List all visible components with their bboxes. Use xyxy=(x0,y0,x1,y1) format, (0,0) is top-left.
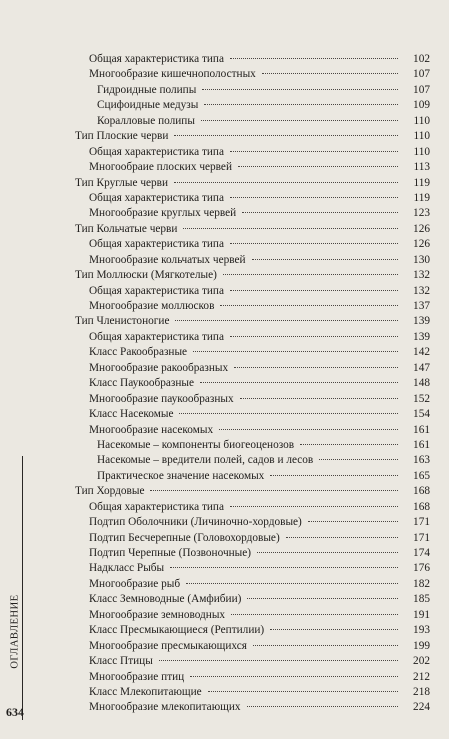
toc-entry-title: Многообразие моллюсков xyxy=(89,300,215,312)
toc-entry-page: 212 xyxy=(413,670,430,683)
toc-entry-title: Подтип Оболочники (Личиночно-хордовые) xyxy=(89,516,302,529)
toc-entry-page: 191 xyxy=(413,608,430,621)
toc-entry-page: 110 xyxy=(413,145,430,158)
toc-entry-title: Общая характеристика типа xyxy=(89,191,224,204)
toc-entry-title: Многообраие плоских червей xyxy=(89,161,232,174)
toc-entry-title: Многообразие рыб xyxy=(89,577,181,590)
toc-entry xyxy=(75,654,430,669)
dot-leader xyxy=(193,351,398,352)
dot-leader xyxy=(230,151,398,152)
toc-entry-page: 126 xyxy=(413,222,430,235)
dot-leader xyxy=(179,413,398,414)
toc-entry xyxy=(75,407,430,422)
dot-leader xyxy=(270,475,398,476)
toc-entry-page: 139 xyxy=(413,315,430,328)
toc-entry-page: 193 xyxy=(413,624,430,637)
toc-entry-page: 113 xyxy=(413,161,430,174)
toc-entry xyxy=(75,160,430,175)
toc-entry-page: 152 xyxy=(413,392,430,405)
toc-entry xyxy=(75,453,430,468)
toc-entry-title: Тип Хордовые xyxy=(75,485,145,498)
toc-entry xyxy=(75,52,430,67)
toc-entry-title: Многообразие земноводных xyxy=(89,608,226,621)
toc-entry-page: 176 xyxy=(413,562,430,575)
dot-leader xyxy=(319,459,398,460)
toc-entry xyxy=(75,608,430,623)
toc-entry xyxy=(75,623,430,638)
dot-leader xyxy=(204,104,398,105)
toc-entry xyxy=(75,268,430,283)
dot-leader xyxy=(183,228,398,229)
dot-leader xyxy=(201,120,398,121)
toc-entry xyxy=(75,330,430,345)
toc-entry-title: Класс Ракообразные xyxy=(89,346,188,359)
toc-entry-page: 126 xyxy=(413,238,430,251)
toc-entry-page: 137 xyxy=(413,300,430,312)
toc-entry-title: Многообразие круглых червей xyxy=(89,207,237,220)
toc-entry-title: Класс Птицы xyxy=(89,655,153,668)
toc-entry-title: Тип Круглые черви xyxy=(75,176,169,189)
toc-entry-page: 171 xyxy=(413,516,430,529)
dot-leader xyxy=(186,583,398,584)
toc-entry-title: Многообразие ракообразных xyxy=(89,361,229,374)
toc-entry-page: 119 xyxy=(413,191,430,204)
toc-entry-page: 107 xyxy=(413,68,430,81)
dot-leader xyxy=(170,567,398,568)
dot-leader xyxy=(234,367,398,368)
toc-entry-title: Общая характеристика типа xyxy=(89,53,224,65)
toc-entry-page: 132 xyxy=(413,284,430,297)
toc-entry xyxy=(75,577,430,592)
toc-entry-title: Многообразие насекомых xyxy=(89,423,214,436)
toc-entry-title: Насекомые – компоненты биогеоценозов xyxy=(97,438,295,451)
dot-leader xyxy=(238,166,398,167)
dot-leader xyxy=(230,506,398,507)
toc-entry-page: 161 xyxy=(413,423,430,436)
toc-entry xyxy=(75,376,430,391)
dot-leader xyxy=(150,490,398,491)
toc-entry-title: Класс Пресмыкающиеся (Рептилии) xyxy=(89,624,265,637)
toc-entry xyxy=(75,253,430,268)
toc-entry xyxy=(75,423,430,438)
dot-leader xyxy=(247,598,398,599)
toc-entry xyxy=(75,206,430,221)
toc-entry-page: 109 xyxy=(413,99,430,112)
toc-entry-page: 110 xyxy=(413,130,430,143)
toc-entry-page: 174 xyxy=(413,547,430,559)
toc-entry-title: Класс Земноводные (Амфибии) xyxy=(89,593,242,606)
table-of-contents xyxy=(75,52,430,716)
toc-entry-page: 185 xyxy=(413,593,430,606)
toc-entry-page: 168 xyxy=(413,485,430,498)
toc-entry xyxy=(75,515,430,530)
toc-entry-title: Гидроидные полипы xyxy=(97,83,197,96)
dot-leader xyxy=(240,398,398,399)
dot-leader xyxy=(286,537,398,538)
toc-entry xyxy=(75,546,430,561)
toc-entry-title: Коралловые полипы xyxy=(97,114,195,127)
dot-leader xyxy=(247,706,398,707)
toc-entry xyxy=(75,145,430,160)
dot-leader xyxy=(308,521,398,522)
toc-entry-page: 139 xyxy=(413,330,430,343)
toc-entry-page: 119 xyxy=(413,176,430,189)
toc-entry-title: Тип Членистоногие xyxy=(75,315,170,328)
toc-entry-title: Многообразие кольчатых червей xyxy=(89,253,246,266)
toc-entry-title: Многообразие млекопитающих xyxy=(89,701,241,714)
toc-entry-title: Насекомые – вредители полей, садов и лесов xyxy=(97,454,314,467)
toc-entry-page: 148 xyxy=(413,377,430,390)
toc-entry-title: Практическое значение насекомых xyxy=(97,469,265,482)
toc-entry xyxy=(75,392,430,407)
dot-leader xyxy=(242,212,398,213)
toc-entry-page: 165 xyxy=(413,469,430,482)
toc-entry-title: Подтип Черепные (Позвоночные) xyxy=(89,547,252,559)
toc-entry-page: 224 xyxy=(413,701,430,714)
toc-entry-title: Класс Паукообразные xyxy=(89,377,195,390)
toc-entry-page: 218 xyxy=(413,685,430,698)
toc-entry-title: Класс Млекопитающие xyxy=(89,685,202,698)
toc-entry-page: 182 xyxy=(413,577,430,590)
dot-leader xyxy=(219,429,398,430)
running-head xyxy=(7,584,21,684)
toc-entry xyxy=(75,531,430,546)
toc-entry-page: 123 xyxy=(413,207,430,220)
toc-entry-page: 132 xyxy=(413,269,430,282)
toc-entry-title: Многообразие кишечнополостных xyxy=(89,68,256,81)
toc-entry xyxy=(75,484,430,499)
toc-entry xyxy=(75,191,430,206)
toc-entry xyxy=(75,592,430,607)
toc-entry-title: Общая характеристика типа xyxy=(89,500,224,513)
dot-leader xyxy=(253,645,398,646)
toc-entry xyxy=(75,129,430,144)
dot-leader xyxy=(175,320,398,321)
dot-leader xyxy=(230,58,398,59)
dot-leader xyxy=(270,629,398,630)
toc-entry-page: 168 xyxy=(413,500,430,513)
toc-entry-page: 154 xyxy=(413,408,430,421)
toc-entry-title: Тип Моллюски (Мягкотелые) xyxy=(75,269,217,282)
toc-entry xyxy=(75,361,430,376)
toc-entry xyxy=(75,83,430,98)
dot-leader xyxy=(159,660,398,661)
toc-entry xyxy=(75,670,430,685)
toc-entry-page: 171 xyxy=(413,531,430,544)
toc-entry-title: Общая характеристика типа xyxy=(89,284,224,297)
dot-leader xyxy=(208,691,398,692)
dot-leader xyxy=(200,382,398,383)
toc-entry-title: Многообразие пресмыкающихся xyxy=(89,639,247,652)
dot-leader xyxy=(190,676,398,677)
toc-entry-title: Надкласс Рыбы xyxy=(89,562,165,575)
toc-entry-page: 110 xyxy=(413,114,430,127)
toc-entry xyxy=(75,98,430,113)
dot-leader xyxy=(262,73,398,74)
toc-entry xyxy=(75,345,430,360)
toc-entry-title: Сцифоидные медузы xyxy=(97,99,199,112)
running-head-label: ОГЛАВЛЕНИЕ xyxy=(9,594,21,669)
dot-leader xyxy=(230,290,398,291)
toc-entry xyxy=(75,67,430,82)
toc-entry xyxy=(75,561,430,576)
toc-entry-title: Подтип Бесчерепные (Головохордовые) xyxy=(89,531,280,544)
toc-entry xyxy=(75,222,430,237)
toc-entry-page: 130 xyxy=(413,253,430,266)
toc-entry xyxy=(75,500,430,515)
toc-entry xyxy=(75,639,430,654)
toc-entry-title: Общая характеристика типа xyxy=(89,145,224,158)
toc-entry-page: 199 xyxy=(413,639,430,652)
dot-leader xyxy=(230,243,398,244)
dot-leader xyxy=(202,89,398,90)
toc-entry-title: Тип Плоские черви xyxy=(75,130,169,143)
dot-leader xyxy=(174,135,398,136)
dot-leader xyxy=(257,552,398,553)
toc-entry-page: 161 xyxy=(413,438,430,451)
toc-entry-page: 163 xyxy=(413,454,430,467)
toc-entry-page: 102 xyxy=(413,53,430,65)
toc-entry-title: Многообразие птиц xyxy=(89,670,185,683)
toc-entry-title: Многообразие паукообразных xyxy=(89,392,234,405)
toc-entry xyxy=(75,176,430,191)
toc-entry-page: 202 xyxy=(413,655,430,668)
toc-entry-title: Класс Насекомые xyxy=(89,408,174,421)
toc-entry xyxy=(75,284,430,299)
dot-leader xyxy=(231,614,398,615)
toc-entry xyxy=(75,700,430,715)
toc-entry xyxy=(75,438,430,453)
toc-entry-title: Общая характеристика типа xyxy=(89,330,224,343)
toc-entry xyxy=(75,685,430,700)
toc-entry xyxy=(75,314,430,329)
margin-rule xyxy=(22,456,23,720)
dot-leader xyxy=(223,274,398,275)
toc-entry xyxy=(75,469,430,484)
toc-entry-title: Общая характеристика типа xyxy=(89,238,224,251)
dot-leader xyxy=(174,182,398,183)
dot-leader xyxy=(252,259,398,260)
dot-leader xyxy=(230,197,398,198)
page-number: 634 xyxy=(6,705,24,719)
toc-entry-page: 147 xyxy=(413,361,430,374)
toc-entry xyxy=(75,299,430,314)
dot-leader xyxy=(300,444,398,445)
dot-leader xyxy=(220,305,398,306)
toc-entry xyxy=(75,114,430,129)
toc-entry xyxy=(75,237,430,252)
toc-entry-page: 142 xyxy=(413,346,430,359)
toc-entry-title: Тип Кольчатые черви xyxy=(75,222,178,235)
dot-leader xyxy=(230,336,398,337)
toc-entry-page: 107 xyxy=(413,83,430,96)
